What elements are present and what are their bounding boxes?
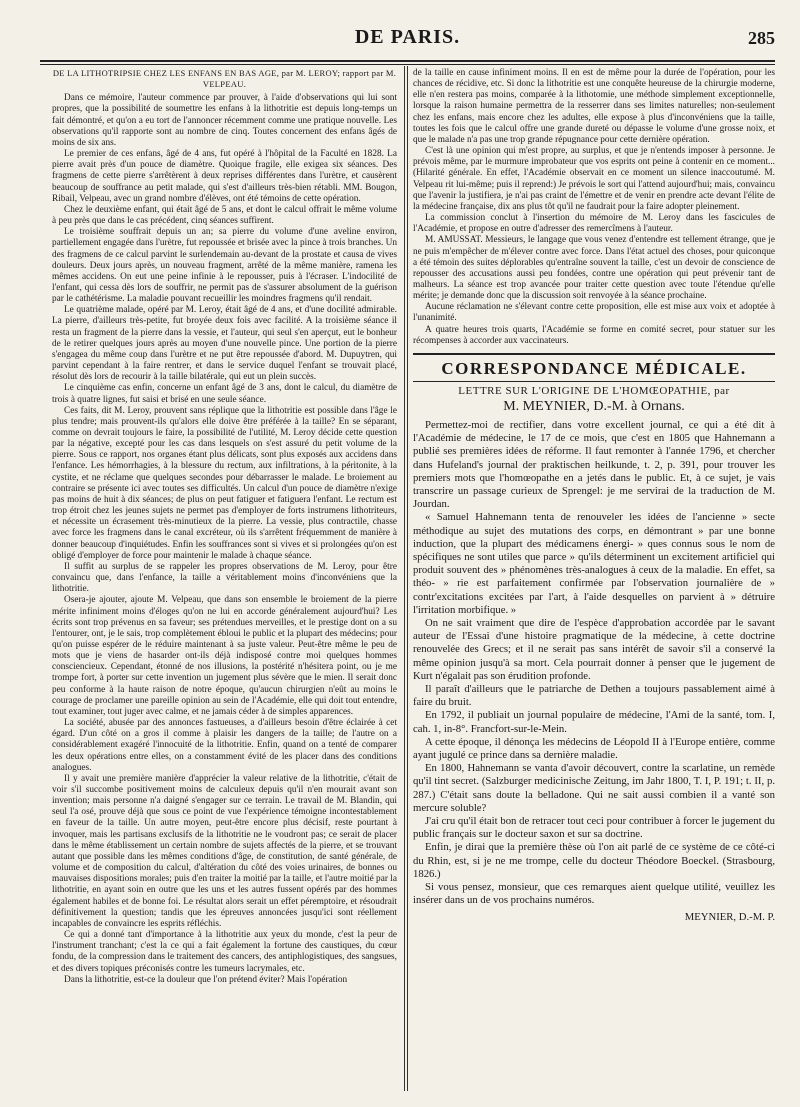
paragraph: En 1792, il publiait un journal populaire de médecine, l'Ami de la santé, tom. I, cah. 1, in-8°. Francfort-sur-le-Mein. — [413, 709, 775, 735]
paragraph: M. AMUSSAT. Messieurs, le langage que vous venez d'entendre est tellement étrange, que je ne puis m'empêcher de m'élever contre avec force. Dans l'état actuel des choses, pour quiconque a été témoin des suites déplorables qu'entraîne souvent la taille, c'est un devoir de conscience de repousser des accusations aussi peu fondées, contre une opération qui peut prévenir tant de malheurs. La séance est trop avancée pour traiter cette question avec toute l'étendue qu'elle mérite; je demande donc que la discussion soit renvoyée à la séance prochaine. — [413, 235, 775, 302]
paragraph: Aucune réclamation ne s'élevant contre cette proposition, elle est mise aux voix et adoptée à l'unanimité. — [413, 302, 775, 324]
signature: MEYNIER, D.-M. P. — [684, 911, 775, 924]
quotation: « Samuel Hahnemann tenta de renouveler les idées de l'ancienne » secte méthodique au sujet des mutations des corps, en démontrant » par une bonne induction, que la plupart des médicamens énergi- » ques connus sous le nom de spécifiques ne sont utiles que parce » qu'ils déterminent un excitement artificiel qui produit souvent des » phénomènes très-analogues à ceux de la maladie. En effet, sa théo- » rie est parfaitement confirmée par l'observation journalière de » contr'excitations excitées par l'art, à l'aide desquelles on parvient à » détruire l'irritation morbifique. » — [413, 511, 775, 616]
paragraph: La commission conclut à l'insertion du mémoire de M. Leroy dans les fascicules de l'Académie, et propose en outre d'adresser des remercîmens à l'auteur. — [413, 213, 775, 235]
paragraph: J'ai cru qu'il était bon de retracer tout ceci pour contribuer à forcer le jugement du public français sur le docteur saxon et sur sa doctrine. — [413, 815, 775, 841]
paragraph: Dans ce mémoire, l'auteur commence par prouver, à l'aide d'observations qui lui sont propres, que la possibilité de soumettre les enfans à la lithotritie est depuis long-temps un fait démontré, et qu'on a eu tort de l'annoncer récemment comme une pratique nouvelle. Les observations qu'il rapporte sont au nombre de cinq. Toutes concernent des enfans âgés de moins de six ans. — [52, 93, 397, 148]
paragraph: A cette époque, il dénonça les médecins de Léopold II à l'Europe entière, comme ayant jugulé ce prince dans sa dernière maladie. — [413, 735, 775, 761]
paragraph: On ne sait vraiment que dire de l'espèce d'approbation accordée par le savant auteur de l'Essai d'une histoire pragmatique de la médecine, à cette doctrine renouvelée des Grecs; et il ne serait pas sans intérêt de savoir s'il a conservé la même opinion jusqu'à sa mort. Cela pourrait donner à penser que le jugement de Kurt n'égalait pas son érudition profonde. — [413, 616, 775, 682]
article-title: DE LA LITHOTRIPSIE CHEZ LES ENFANS EN BAS AGE, par M. LEROY; rapport par M. VELPEAU. — [52, 68, 397, 90]
column-divider — [404, 66, 405, 1091]
letter-author: M. MEYNIER, D.-M. à Ornans. — [503, 398, 685, 414]
paragraph: C'est là une opinion qui m'est propre, au surplus, et que je n'entends imposer à personne. Je prévois même, par le murmure improbateur que vos esprits ont peine à contenir en ce moment... (Hilarité générale. En effet, l'Académie observait en ce moment un silence inaccoutumé. M. Velpeau rit lui-même; puis il reprend:) Je prévois le sort qui l'attend aujourd'hui; mais, convaincu que l'avenir la justifiera, je n'ai pas craint de l'émettre et de venir en prendre acte devant l'élite de la médecine française, dix ans plus tôt qu'il ne faudrait pour la faire adopter pleinement. — [413, 146, 775, 212]
paragraph: A quatre heures trois quarts, l'Académie se forme en comité secret, pour statuer sur les récompenses à accorder aux vaccinateurs. — [413, 324, 775, 346]
paragraph: Ce qui a donné tant d'importance à la lithotritie aux yeux du monde, c'est la peur de l'instrument tranchant; c'est la ce qui a fait également la fortune des caustiques, du cœur fondu, de la compression dans le traitement des cancers, des antiphlogistiques, des sangsues, et des divers topiques préconisés contre les tumeurs lacrymales, etc. — [52, 930, 397, 974]
page-number: 285 — [748, 28, 775, 48]
paragraph: Il suffit au surplus de se rappeler les propres observations de M. Leroy, pour être convaincu que, dans l'enfance, la taille a véritablement moins d'inconvéniens que la lithotritie. — [52, 561, 397, 595]
paragraph: Il y avait une première manière d'apprécier la valeur relative de la lithotritie, c'était de voir s'il succombe positivement moins de calculeux depuis qu'il n'en mourait avant son invention; mais personne n'a daigné s'engager sur ce terrain. Le travail de M. Blandin, qui seul l'a osé, prouve déjà que sous ce point de vue l'expérience témoigne incontestablement en faveur de la taille. Un autre moyen, peut-être encore plus décisif, reste pourtant à invoquer, mais les partisans exclusifs de la lithotritie ne le voudront pas; ce serait de placer dans le même établissement un certain nombre de sujets affectés de la pierre, et se trouvant autant que possible dans les mêmes conditions d'âge, de constitution, de santé générale, de volume et de composition du calcul, d'altération du côté des voies urinaires, de bonnes ou mauvaises dispositions morales; puis d'en traiter la moitié par la taille, et l'autre moitié par la lithotritie, en ayant soin en outre que les uns et les autres fussent opérés par des hommes également habiles et de bonne foi. Le résultat alors serait un effet péremptoire, et résoudrait définitivement la question; tandis que les épreuves annoncées jusqu'ici sont réellement incapables de convaincre les esprits réfléchis. — [52, 773, 397, 929]
paragraph: Chez le deuxième enfant, qui était âgé de 5 ans, et dont le calcul offrait le même volume à peu près que dans le cas précédent, cinq séances suffirent. — [52, 204, 397, 227]
letter-title: LETTRE SUR L'ORIGINE DE L'HOMŒOPATHIE, par — [458, 384, 730, 397]
paragraph: Le quatrième malade, opéré par M. Leroy, était âgé de 4 ans, et d'une docilité admirable. La pierre, d'ailleurs très-petite, fut broyée deux fois avec facilité. A la troisième séance il resta un fragment de la pierre dans la vessie, et l'auteur, qui seul s'en aperçut, eut le bonheur de le retirer quelques jours après au moyen d'une nouvelle pince. Une portion de la pierre s'engagea du même coup dans l'urètre et ne put être repoussée d'abord. M. Dupuytren, qui parvint cependant à la faire rentrer, et dans le service duquel l'enfant se trouvait placé, résolut dès lors de recourir à la taille bilatérale, qui eut un plein succès. — [52, 305, 397, 383]
paragraph: Si vous pensez, monsieur, que ces remarques aient quelque utilité, veuillez les insérer dans un de vos prochains numéros. — [413, 881, 775, 907]
column-divider-second — [407, 66, 408, 1091]
header-rule-thin — [40, 64, 775, 65]
academy-report-continuation — [413, 68, 775, 347]
letter-body — [413, 419, 775, 925]
left-column — [52, 68, 397, 1091]
running-title: DE PARIS. — [354, 26, 461, 48]
right-column — [413, 68, 775, 1091]
page-header — [40, 22, 775, 52]
paragraph: de la taille en cause infiniment moins. Il en est de même pour la durée de l'opération, pour les chances de récidive, etc. Si donc la lithotritie est une conquête heureuse de la chirurgie moderne, elle n'en restera pas moins, comparée à la lithotomie, une méthode simplement exceptionnelle, lorsque la raison humaine permettra de la resserrer dans ses limites naturelles; non-seulement chez les enfans, mais encore chez les adultes, elle expose à plus d'inconvéniens que la taille, toutes les fois que le calcul offre une grande dureté ou dépasse le volume d'une grosse noix, et que le malade n'a pas une trop grande répugnance pour cette dernière opération. — [413, 68, 775, 145]
paragraph: Ces faits, dit M. Leroy, prouvent sans réplique que la lithotritie est possible dans l'âge le plus tendre; mais prouvent-ils qu'alors elle doive être préférée à la taille? En se séparant, comme on devrait toujours le faire, la possibilité de l'utilité, M. Leroy décide cette question par la négative, excepté pour les cas dans lesquels on s'est assuré du petit volume de la pierre. Sous ce rapport, nos organes étant plus délicats, sont plus exposés aux accidens dans l'enfance. Les hémorrhagies, à la blessure du rectum, aux infiltrations, à la péritonite, à la cystite, et ne réclame que quelques secondes pour débarrasser le malade. Le broiement au contraire se présente ici avec toutes ses difficultés. Un calcul d'un pouce de diamètre n'exige pas moins de huit à dix séances; de plus on peut fatiguer et fatiguera l'enfant. Le rectum est trop étroit chez les jeunes sujets ne permet pas d'employer de forts instrumens lithotriteurs, et nécessite un écrasement très-minutieux de la pierre. La vessie, plus contractile, chasse avec force les fragmens dans le canal excréteur, où ils s'arrêtent fréquemment de manière à donner beaucoup d'inquiétudes. Enfin les souffrances sont si vives et si prolongées qu'on est obligé d'employer de force pour maintenir le malade à chaque séance. — [52, 405, 397, 561]
header-rule — [40, 60, 775, 62]
paragraph: Le premier de ces enfans, âgé de 4 ans, fut opéré à l'hôpital de la Faculté en 1828. La pierre avait près d'un pouce de diamètre. Quoique fragile, elle exigea six séances. Des fragmens de cette pierre s'arrêtèrent à deux reprises différentes dans l'urètre, et causèrent beaucoup de souffrance au petit malade, qui s'est d'ailleurs très-bien rétabli. MM. Bougon, Ribail, Velpeau, avec un grand nombre d'élèves, ont été témoins de cette opération. — [52, 149, 397, 204]
paragraph: Permettez-moi de rectifier, dans votre excellent journal, ce qui a été dit à l'Académie de médecine, le 17 de ce mois, que c'est en 1805 que Hahnemann a publié ses premières idées de réforme. Il faut remonter à l'année 1796, et chercher dans Hufeland's journal der praktischen heilkunde, t. 2, p. 391, pour trouver les premiers mots que l'homœopathe en a jetés dans le public. Et, à ce sujet, je vais transcrire un passage curieux de Sprengel: je me servirai de la traduction de M. Jourdan. — [413, 418, 775, 511]
paragraph: En 1800, Hahnemann se vanta d'avoir découvert, contre la scarlatine, un remède qu'il tint secret. (Salzburger medicinische Zeitung, im Jahr 1800, T. I, P. 191; t. II, p. 287.) C'était sans doute la belladone. Qui ne sait aussi combien il a vanté son mercure soluble? — [413, 762, 775, 814]
section-header — [413, 353, 775, 382]
paragraph: Le cinquième cas enfin, concerne un enfant âgé de 3 ans, dont le calcul, du diamètre de trois à quatre lignes, fut saisi et brisé en une seule séance. — [52, 383, 397, 405]
paragraph: Osera-je ajouter, ajoute M. Velpeau, que dans son ensemble le broiement de la pierre mérite infiniment moins d'éloges qu'on ne lui en accorde généralement aujourd'hui? Les écrits sont trop prévenus en sa faveur; ses prétendues merveilles, et le prestige dont on a su l'entourer, ont, je le sais, trop complètement ébloui le public et la plupart des médecins; pour qu'on puisse espérer de le réduire maintenant à sa juste valeur. Peut-être même le peu de mots que je viens de hasarder ont-ils déjà indisposé contre moi quelques hommes consciencieux. Cependant, étonné de nos illusions, la postérité n'hésitera point, ou je me trompe fort, à porter sur cette invention un jugement plus sévère que le mien. Il serait donc peu conforme à la haute raison de notre époque, qu'aucun chirurgien n'eût au moins le courage de proclamer une pareille opinion au sein de l'Académie, elle qui doit tout entendre, tout examiner, tout juger avec calme, et ne jamais céder à de simples apparences. — [52, 595, 397, 717]
section-title: CORRESPONDANCE MÉDICALE. — [441, 358, 747, 378]
paragraph: La société, abusée par des annonces fastueuses, a d'ailleurs besoin d'être éclairée à cet égard. D'un côté on a gros il comme à plaisir les dangers de la taille; de l'autre on a considérablement exagéré l'innocuité de la lithotritie. Enfin, quand on a tenté de comparer les deux opérations entre elles, on a constamment évité de les placer dans des conditions analogues. — [52, 718, 397, 773]
paragraph: Enfin, je dirai que la première thèse où l'on ait parlé de ce système de ce côté-ci du Rhin, est, si je ne me trompe, celle du docteur Théodore Boeckel. (Strasbourg, 1826.) — [413, 841, 775, 880]
paragraph: Il paraît d'ailleurs que le patriarche de Dethen a toujours passablement aimé à faire du bruit. — [413, 682, 775, 709]
paragraph: Le troisième souffrait depuis un an; sa pierre du volume d'une aveline environ, partiellement engagée dans l'urètre, fut repoussée et brisée avec la pince à trois branches. Un des fragmens de ce calcul parvint le surlendemain au-devant de la prostate et causa de vives douleurs. Deux jours après, un nouveau fragment, arrêté de la même manière, ramena les mêmes accidens. On eut une peine infinie à le repousser, puis à l'écraser. L'indocilité de l'enfant, qui cessa dès lors de souffrir, ne permit pas de s'assurer absolument de la guérison par le cathétérisme. La maladie pouvant recueillir les moindres fragmens qu'il rendait. — [52, 227, 397, 305]
paragraph: Dans la lithotritie, est-ce la douleur que l'on prétend éviter? Mais l'opération — [64, 974, 348, 985]
